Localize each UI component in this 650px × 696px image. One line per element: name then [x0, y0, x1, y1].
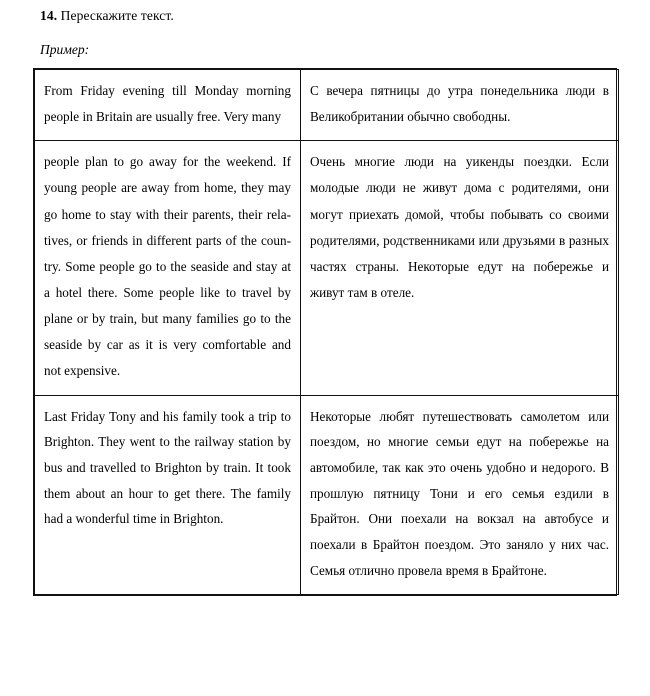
example-label: Пример:	[40, 42, 90, 57]
english-text: people plan to go away for the weekend. If young people are away from home, they may go home to stay with their parents, their relatives, or friends in different parts of the country. Some people go to the seaside and stay at a hotel there. Some people like to travel by plane or by train, but many families go to the seaside by car as it is very comfortable and not expensive.	[44, 154, 291, 379]
table-cell-russian	[301, 395, 619, 594]
table-row	[35, 395, 619, 594]
russian-text: Некоторые любят путешествовать самолетом или поездом, но многие семьи едут на побережье на автомобиле, так как это очень удобно и недорого. В прошлую пятницу Тони и его семья ездили в Брайтон. Они поехали на вокзал на автобусе и поехали в Брайтон поездом. Это заняло у них час. Семья отлично провела время в Брайтоне.	[310, 408, 609, 578]
bilingual-table	[33, 68, 617, 596]
english-text: From Friday evening till Monday morning people in Britain are usually free. Very many	[44, 83, 291, 125]
table-cell-english	[35, 395, 301, 594]
table-cell-russian	[301, 70, 619, 141]
russian-text: Очень многие люди на уикенды поездки. Если молодые люди не живут дома с родителями, они могут приехать домой, чтобы побывать со своими родителями, родственниками или друзьями в разных частях страны. Некоторые едут на побережье и живут там в отеле.	[310, 154, 609, 300]
table-row	[35, 141, 619, 395]
russian-text: С вечера пятницы до утра понедельника люди в Великобритании обычно свободны.	[310, 83, 609, 125]
exercise-instruction: Перескажите текст.	[60, 8, 174, 23]
exercise-number: 14.	[40, 8, 58, 23]
table-cell-english	[35, 70, 301, 141]
exercise-heading	[40, 8, 174, 24]
table-cell-russian	[301, 141, 619, 395]
english-text: Last Friday Tony and his family took a trip to Brighton. They went to the railway station by bus and travelled to Brighton by train. It took them about an hour to get there. The family had a wonderful time in Brighton.	[44, 408, 291, 527]
table-cell-english	[35, 141, 301, 395]
table-row	[35, 70, 619, 141]
